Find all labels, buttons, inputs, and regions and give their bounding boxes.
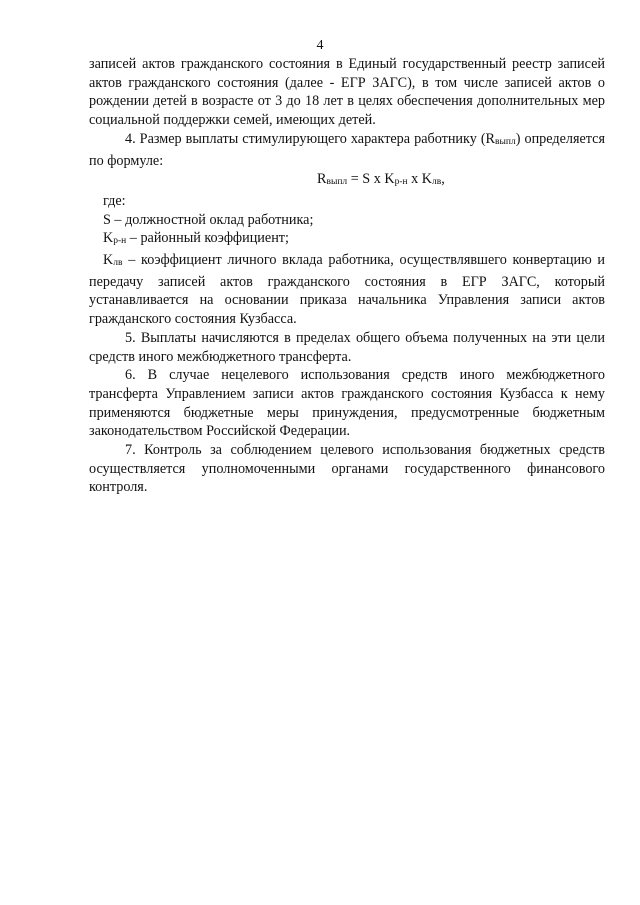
formula-middle: = S x K — [347, 171, 395, 188]
paragraph-4-tail: ) определяется по формуле: — [89, 130, 605, 169]
formula-times: x K — [407, 171, 433, 188]
paragraph-7: 7. Контроль за соблюдением целевого использования бюджетных средств осуществляется уполномоченными органами государственного финансового контроля. — [89, 442, 605, 496]
document-body — [89, 55, 605, 497]
formula — [89, 170, 605, 192]
paragraph-4-text: 4. Размер выплаты стимулирующего характера работнику (R — [125, 130, 496, 147]
paragraph-6: 6. В случае нецелевого использования средств иного межбюджетного трансферта Управлением записи актов гражданского состояния Кузбасса к нему применяются бюджетные меры принуждения, предусмотренные бюджетным законодательством Российской Федерации. — [89, 367, 605, 440]
definition-k-rn — [89, 229, 605, 251]
paragraph-continuation: записей актов гражданского состояния в Единый государственный реестр записей актов гражданского состояния (далее - ЕГР ЗАГС), в том числе записей актов о рождении детей в возрасте от 3 до 18 лет в целях обеспечения дополнительных мер социальной поддержки семей, имеющих детей. — [89, 56, 605, 129]
definition-k-rn-symbol: K — [103, 230, 114, 247]
paragraph-4 — [89, 130, 605, 170]
formula-r-subscript: выпл — [326, 177, 348, 188]
formula-r: R — [317, 171, 327, 188]
where-label: где: — [103, 192, 126, 209]
definition-k-rn-subscript: р-н — [113, 236, 127, 247]
definition-k-lv-subscript: лв — [113, 258, 123, 269]
paragraph-4-subscript: выпл — [495, 136, 516, 147]
definition-s: S – должностной оклад работника; — [103, 211, 314, 228]
definition-k-lv-symbol: K — [103, 252, 114, 269]
page-number: 4 — [316, 38, 324, 53]
paragraph-5: 5. Выплаты начисляются в пределах общего объема полученных на эти цели средств иного межбюджетного трансферта. — [89, 329, 605, 365]
definition-k-lv — [89, 251, 605, 329]
formula-k1-subscript: р-н — [394, 177, 408, 188]
formula-end: , — [441, 171, 445, 188]
definition-k-rn-text: – районный коэффициент; — [126, 230, 289, 247]
definition-k-lv-text: – коэффициент личного вклада работника, осуществлявшего конвертацию и передачу записей актов гражданского состояния в ЕГР ЗАГС, который устанавливается на основании приказа начальника Управления записи актов гражданского состояния Кузбасса. — [89, 252, 605, 328]
formula-k2-subscript: лв — [432, 177, 442, 188]
